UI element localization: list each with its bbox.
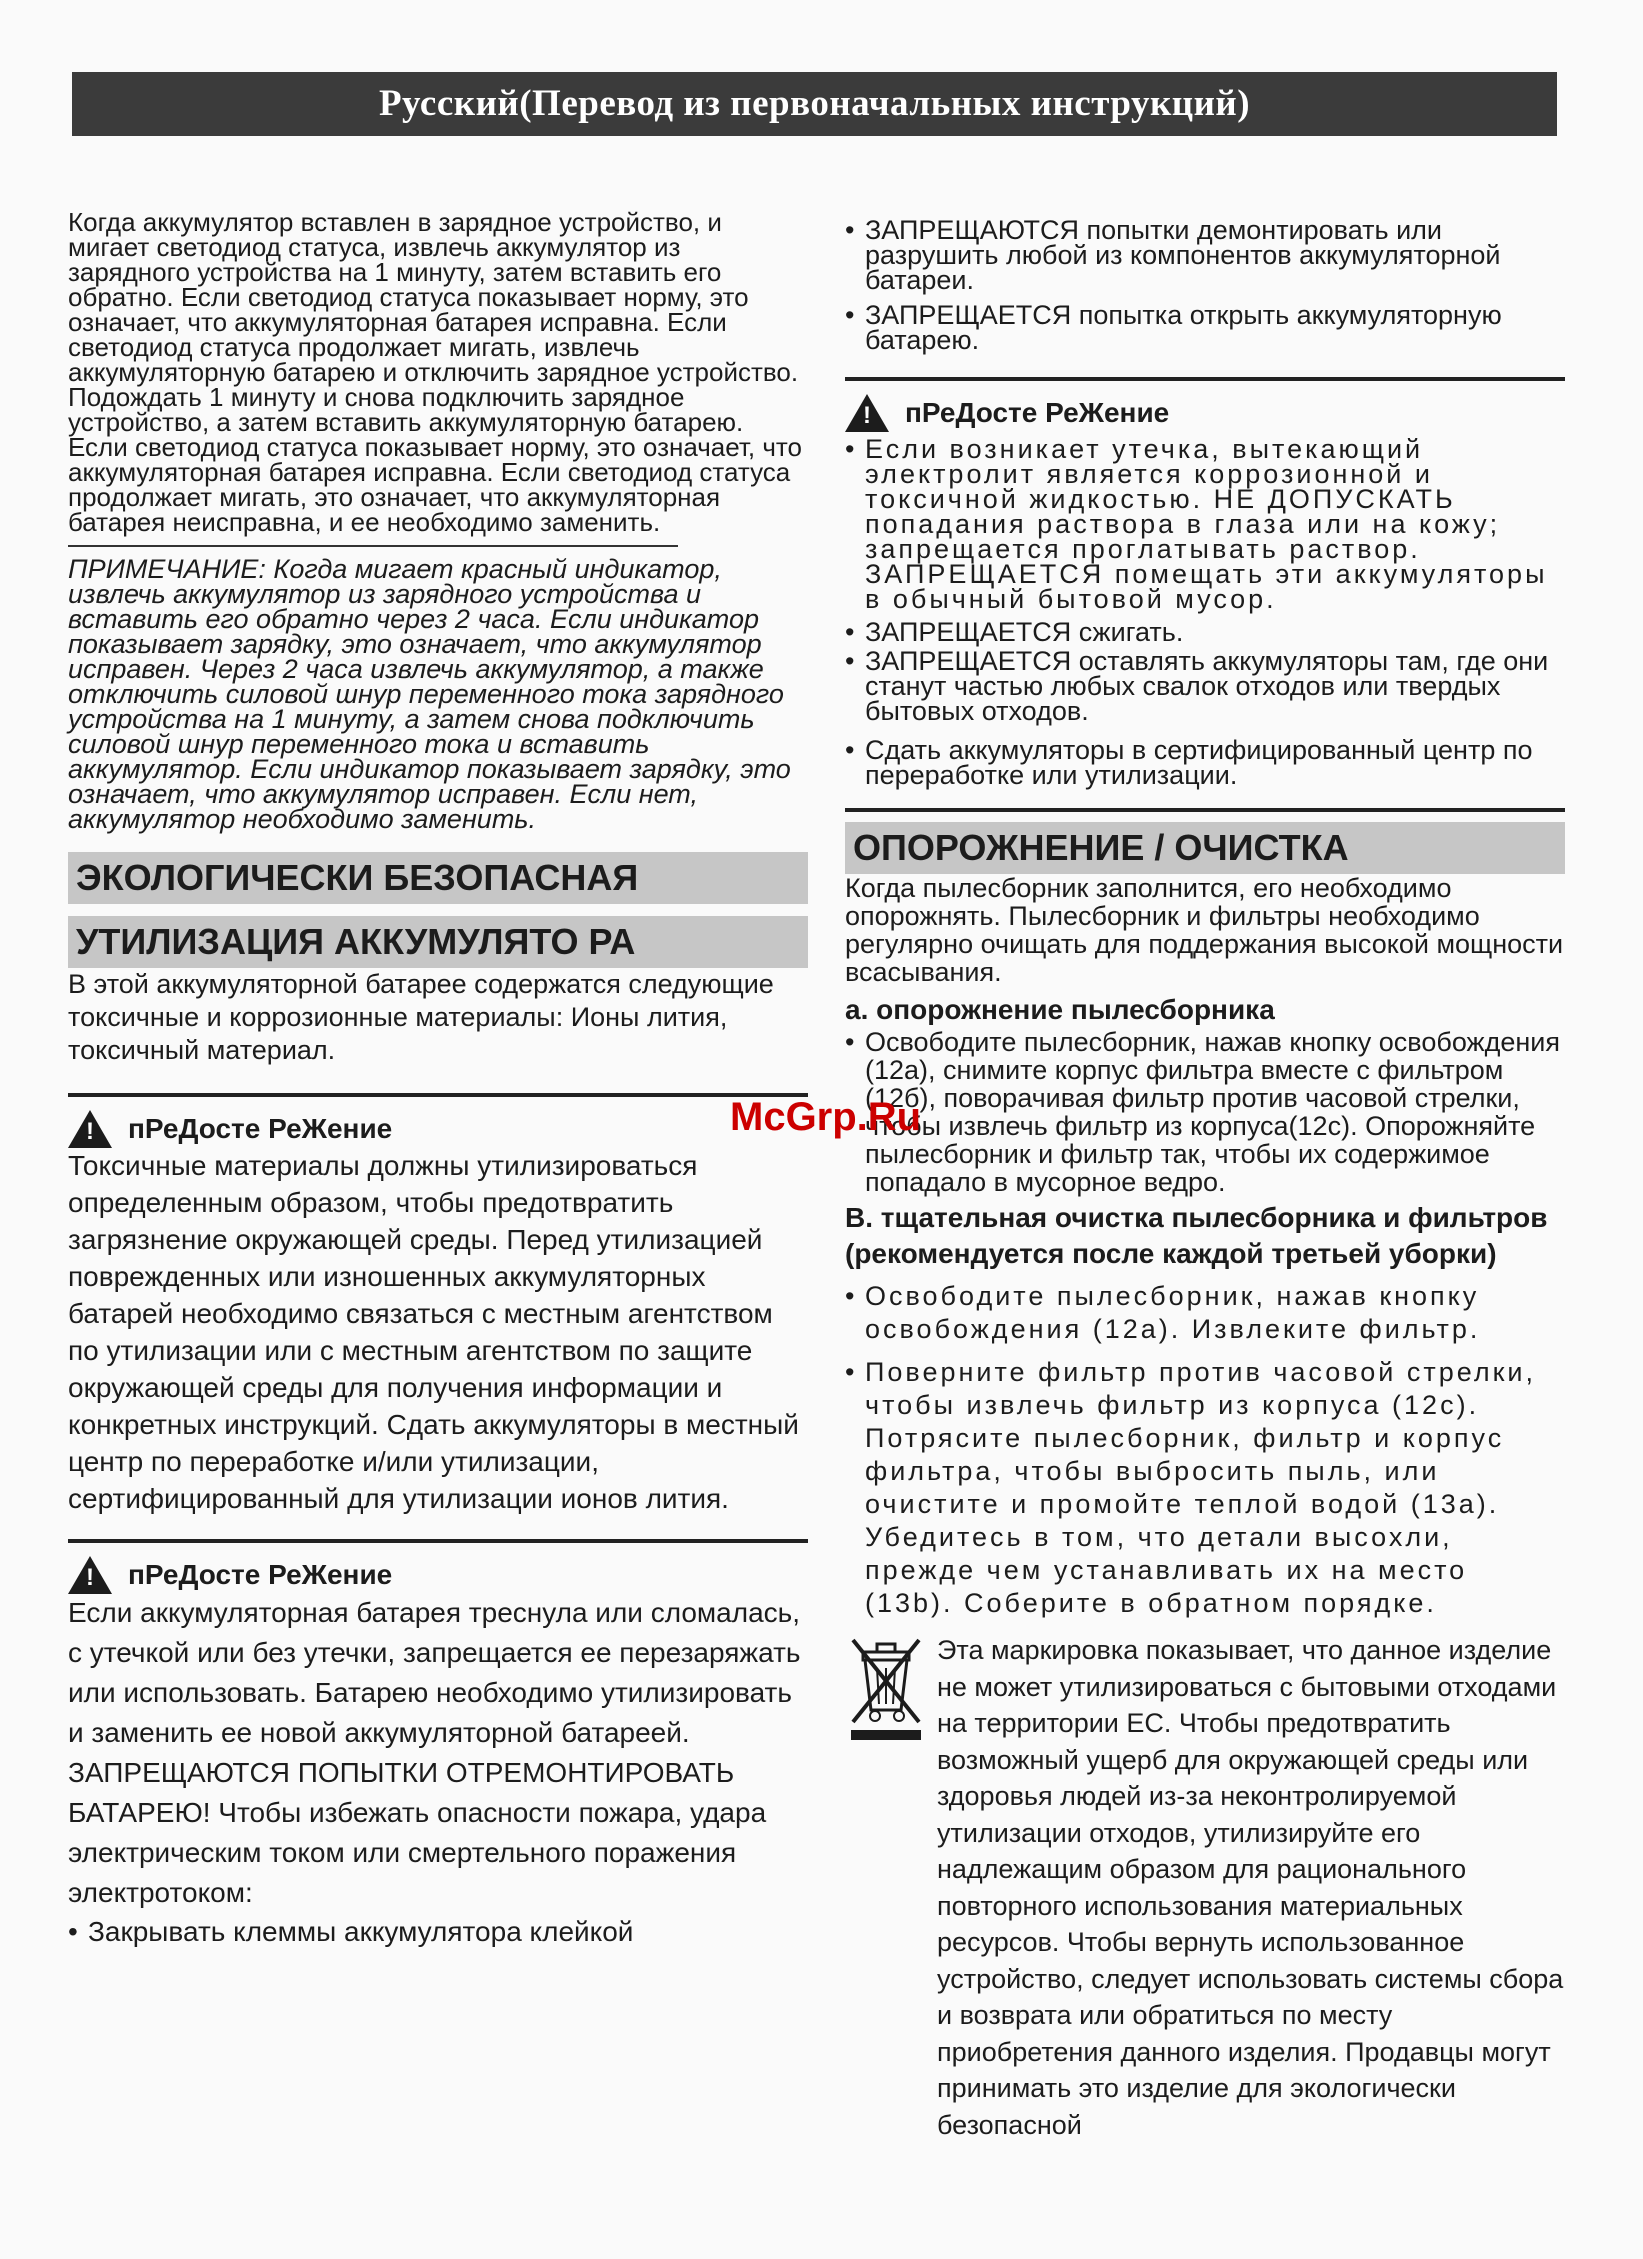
note-paragraph: ПРИМЕЧАНИЕ: Когда мигает красный индикатор, извлечь аккумулятор из зарядного устройства и вставить его обратно через 2 часа. Если индикатор показывает зарядку, это означает, что аккумулятор исправен. Через 2 часа извлечь аккумулятор, а также отключить силовой шнур переменного тока зарядного устройства на 1 минуту, а затем снова подключить силовой шнур переменного тока и вставить аккумулятор. Если индикатор показывает зарядку, это означает, что аккумулятор исправен. Если нет, аккумулятор необходимо заменить.	[68, 554, 791, 834]
subheading-a: а. опорожнение пылесборника	[845, 994, 1275, 1025]
divider	[68, 545, 678, 547]
cleaning-heading: ОПОРОЖНЕНИЕ / ОЧИСТКА	[845, 822, 1565, 874]
warning-header	[68, 1557, 808, 1593]
list-item: • ЗАПРЕЩАЕТСЯ сжигать.	[845, 620, 1565, 645]
eco-heading-line-2: УТИЛИЗАЦИЯ АККУМУЛЯТО РА	[68, 916, 808, 968]
bullet-list	[845, 1028, 1565, 1196]
bullet-list	[845, 215, 1565, 355]
subheading-b: В. тщательная очистка пылесборника и фильтров (рекомендуется после каждой третьей уборки)	[845, 1202, 1548, 1269]
watermark: McGrp.Ru	[730, 1095, 922, 1139]
divider	[845, 377, 1565, 381]
right-column	[845, 215, 1565, 2143]
left-column	[68, 207, 808, 1950]
warning-icon: !	[845, 394, 889, 432]
battery-led-paragraph: Когда аккумулятор вставлен в зарядное устройство, и мигает светодиод статуса, извлечь аккумулятор из зарядного устройства на 1 минуту, затем вставить его обратно. Если светодиод статуса показывает норму, это означает, что аккумуляторная батарея исправна. Если светодиод статуса продолжает мигать, извлечь аккумуляторную батарею и отключить зарядное устройство. Подождать 1 минуту и снова подключить зарядное устройство, а затем вставить аккумуляторную батарею. Если светодиод статуса показывает норму, это означает, что аккумуляторная батарея исправна. Если светодиод статуса продолжает мигать, это означает, что аккумуляторная батарея неисправна, и ее необходимо заменить.	[68, 207, 802, 537]
warning-text-toxic: Токсичные материалы должны утилизироваться определенным образом, чтобы предотвратить загрязнение окружающей среды. Перед утилизацией поврежденных или изношенных аккумуляторных батарей необходимо связаться с местным агентством по утилизации или с местным агентством по защите окружающей среды для получения информации и конкретных инструкций. Сдать аккумуляторы в местный центр по переработке и/или утилизации, сертифицированный для утилизации ионов лития.	[68, 1150, 799, 1514]
divider	[68, 1539, 808, 1543]
eco-heading-line-1: ЭКОЛОГИЧЕСКИ БЕЗОПАСНАЯ	[68, 852, 808, 904]
list-item: • Освободите пылесборник, нажав кнопку освобождения (12а), снимите корпус фильтра вместе с фильтром (12б), поворачивая фильтр против часовой стрелки, чтобы извлечь фильтр из корпуса(12с). Опорожняйте пылесборник и фильтр так, чтобы их содержимое попадало в мусорное ведро.	[845, 1028, 1565, 1196]
list-item: • Сдать аккумуляторы в сертифицированный центр по переработке или утилизации.	[845, 738, 1565, 788]
weee-text: Эта маркировка показывает, что данное изделие не может утилизироваться с бытовыми отходами на территории ЕС. Чтобы предотвратить возможный ущерб для окружающей среды или здоровья людей из-за неконтролируемой утилизации отходов, утилизируйте его надлежащим образом для рационального повторного использования материальных ресурсов. Чтобы вернуть использованное устройство, следует использовать системы сбора и возврата или обратиться по месту приобретения данного изделия. Продавцы могут принимать это изделие для экологически безопасной	[937, 1635, 1564, 2140]
list-item: • Поверните фильтр против часовой стрелки, чтобы извлечь фильтр из корпуса (12c). Потрясите пылесборник, фильтр и корпус фильтра, чтобы выбросить пыль, или очистите и промойте теплой водой (13a). Убедитесь в том, что детали высохли, прежде чем устанавливать их на место (13b). Соберите в обратном порядке.	[845, 1356, 1565, 1620]
page-title: Русский(Перевод из первоначальных инструкций)	[72, 72, 1557, 136]
divider	[68, 1093, 808, 1097]
warning-text-damaged: Если аккумуляторная батарея треснула или сломалась, с утечкой или без утечки, запрещается ее перезаряжать или использовать. Батарею необходимо утилизировать и заменить ее новой аккумуляторной батареей. ЗАПРЕЩАЮТСЯ ПОПЫТКИ ОТРЕМОНТИРОВАТЬ БАТАРЕЮ! Чтобы избежать опасности пожара, удара электрическим током или смертельного поражения электротоком:	[68, 1597, 801, 1908]
warning-label: пРеДосте РеЖение	[128, 1559, 393, 1590]
list-item: • Освободите пылесборник, нажав кнопку освобождения (12а). Извлеките фильтр.	[845, 1280, 1565, 1346]
divider	[845, 808, 1565, 812]
warning-label: пРеДосте РеЖение	[905, 397, 1170, 428]
cleaning-intro: Когда пылесборник заполнится, его необходимо опорожнять. Пылесборник и фильтры необходимо регулярно очищать для поддержания высокой мощности всасывания.	[845, 873, 1564, 987]
warning-icon: !	[68, 1556, 112, 1594]
warning-header	[845, 395, 1565, 431]
bullet-list	[845, 434, 1565, 790]
list-item: • Закрывать клеммы аккумулятора клейкой	[68, 1913, 808, 1950]
bullet-list	[845, 1280, 1565, 1620]
list-item: • ЗАПРЕЩАЮТСЯ попытки демонтировать или разрушить любой из компонентов аккумуляторной батареи.	[845, 218, 1565, 293]
crossed-bin-icon	[845, 1632, 927, 2143]
warning-label: пРеДосте РеЖение	[128, 1113, 393, 1144]
list-item: • ЗАПРЕЩАЕТСЯ оставлять аккумуляторы там, где они станут частью любых свалок отходов или твердых бытовых отходов.	[845, 649, 1565, 724]
weee-notice	[845, 1632, 1565, 2143]
list-item: • ЗАПРЕЩАЕТСЯ попытка открыть аккумуляторную батарею.	[845, 303, 1565, 353]
bullet-list	[68, 1913, 808, 1950]
warning-header	[68, 1111, 808, 1147]
list-item: • Если возникает утечка, вытекающий электролит является коррозионной и токсичной жидкостью. НЕ ДОПУСКАТЬ попадания раствора в глаза или на кожу; запрещается проглатывать раствор. ЗАПРЕЩАЕТСЯ помещать эти аккумуляторы в обычный бытовой мусор.	[845, 437, 1565, 612]
eco-text: В этой аккумуляторной батарее содержатся следующие токсичные и коррозионные материалы: Ионы лития, токсичный материал.	[68, 969, 774, 1065]
warning-icon: !	[68, 1110, 112, 1148]
